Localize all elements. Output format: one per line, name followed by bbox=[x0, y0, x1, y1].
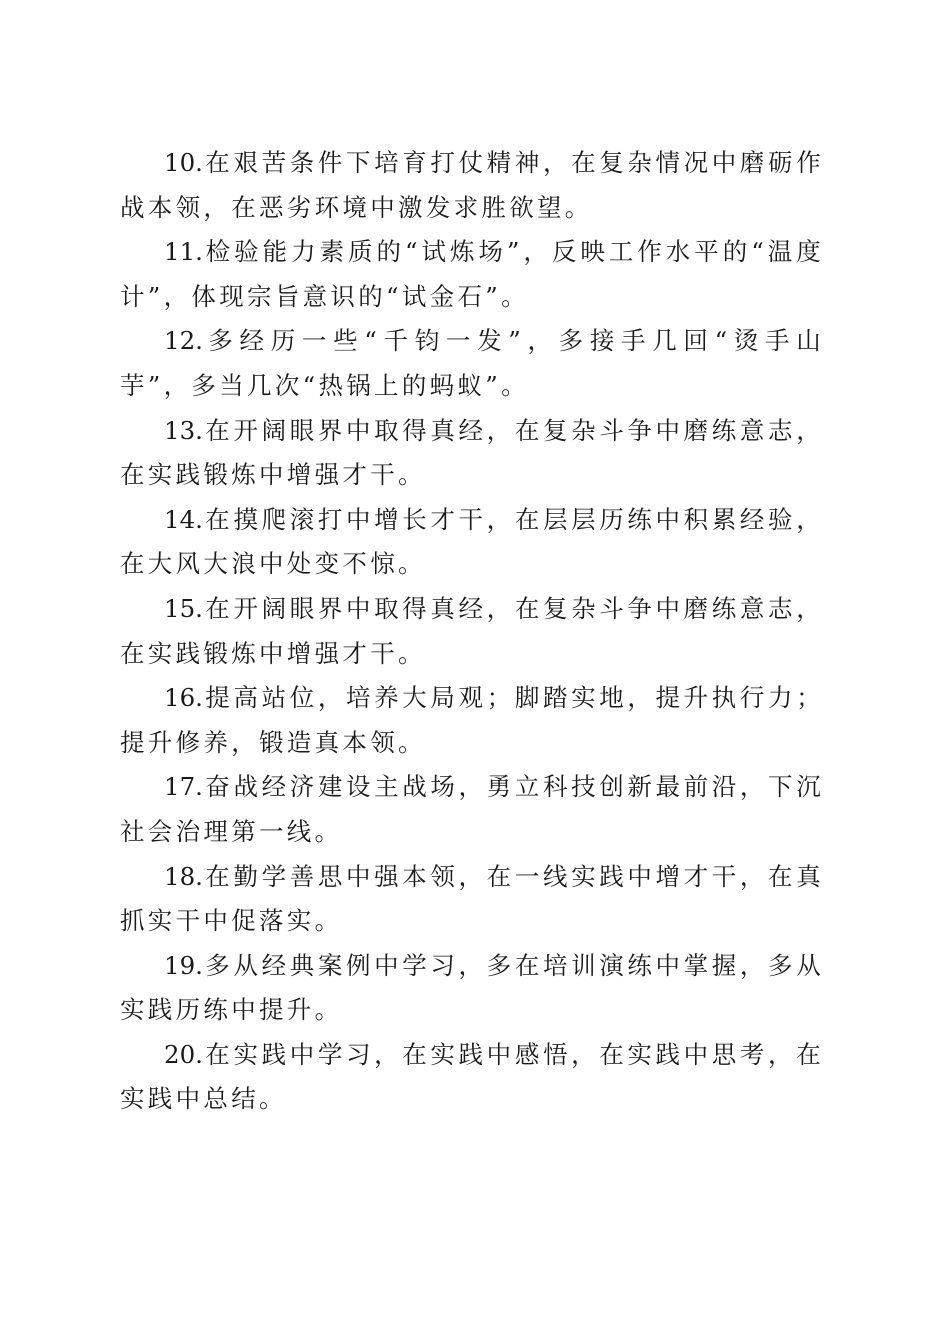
item-number: 14. bbox=[164, 504, 203, 534]
item-number: 13. bbox=[164, 415, 203, 445]
paragraph-item-16 bbox=[120, 676, 824, 765]
paragraph-item-15 bbox=[120, 587, 824, 676]
item-text: 在艰苦条件下培育打仗精神，在复杂情况中磨砺作战本领，在恶劣环境中激发求胜欲望。 bbox=[120, 148, 824, 222]
item-number: 20. bbox=[164, 1039, 203, 1069]
item-number: 17. bbox=[164, 772, 203, 802]
item-text: 提高站位，培养大局观；脚踏实地，提升执行力；提升修养，锻造真本领。 bbox=[120, 683, 824, 757]
item-number: 16. bbox=[164, 683, 203, 713]
item-number: 15. bbox=[164, 593, 203, 623]
item-number: 10. bbox=[164, 148, 203, 177]
paragraph-item-17 bbox=[120, 765, 824, 854]
item-number: 11. bbox=[164, 237, 203, 267]
item-text: 在摸爬滚打中增长才干，在层层历练中积累经验，在大风大浪中处变不惊。 bbox=[120, 504, 824, 579]
paragraph-item-11 bbox=[120, 230, 824, 319]
paragraph-item-20 bbox=[120, 1033, 824, 1122]
paragraph-item-12 bbox=[120, 319, 824, 408]
item-number: 19. bbox=[164, 950, 203, 980]
item-text: 在勤学善思中强本领，在一线实践中增才干，在真抓实干中促落实。 bbox=[120, 861, 824, 936]
item-number: 18. bbox=[164, 861, 203, 891]
paragraph-item-10 bbox=[120, 141, 824, 230]
item-text: 奋战经济建设主战场，勇立科技创新最前沿，下沉社会治理第一线。 bbox=[120, 772, 824, 846]
paragraph-item-13 bbox=[120, 409, 824, 498]
item-text: 在开阔眼界中取得真经，在复杂斗争中磨练意志，在实践锻炼中增强才干。 bbox=[120, 415, 824, 490]
item-text: 在实践中学习，在实践中感悟，在实践中思考，在实践中总结。 bbox=[120, 1039, 824, 1114]
item-text: 多从经典案例中学习，多在培训演练中掌握，多从实践历练中提升。 bbox=[120, 950, 824, 1025]
document-body bbox=[120, 141, 824, 1122]
item-text: 检验能力素质的“试炼场”，反映工作水平的“温度计”，体现宗旨意识的“试金石”。 bbox=[120, 237, 824, 311]
item-text: 多经历一些“千钧一发”，多接手几回“烫手山芋”，多当几次“热锅上的蚂蚁”。 bbox=[120, 326, 824, 400]
paragraph-item-18 bbox=[120, 855, 824, 944]
item-number: 12. bbox=[164, 326, 203, 356]
paragraph-item-14 bbox=[120, 498, 824, 587]
paragraph-item-19 bbox=[120, 944, 824, 1033]
item-text: 在开阔眼界中取得真经，在复杂斗争中磨练意志，在实践锻炼中增强才干。 bbox=[120, 593, 824, 668]
